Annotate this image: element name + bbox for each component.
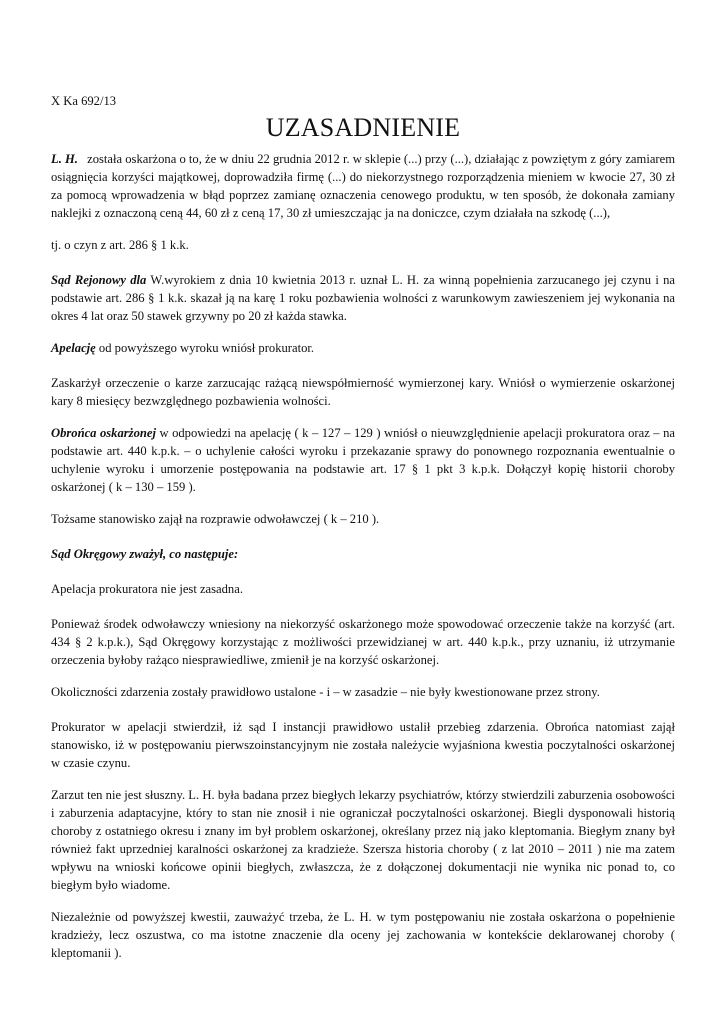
paragraph-text: została oskarżona o to, że w dniu 22 grudnia 2012 r. w sklepie (...) przy (...), działając z powziętym z góry zamiarem osiągnięcia korzyści majątkowej, doprowadziła firmę (...) do niekorzystnego rozporządzenia mieniem w kwocie 27, 30 zł za pomocą wprowadzenia w błąd poprzez zamianę oznaczenia cenowego produktu, w ten sposób, że dokonała zamiany naklejki z oznaczoną ceną 44, 60 zł z ceną 17, 30 zł umieszczając ja na doniczce, czym działała na szkodę (...), [51, 152, 675, 220]
paragraph-text: od powyższego wyroku wniósł prokurator. [98, 341, 315, 355]
paragraph-lead: Obrońca oskarżonej [51, 426, 156, 440]
paragraph-charge [51, 150, 675, 222]
paragraph-text: Okoliczności zdarzenia zostały prawidłowo ustalone - i – w zasadzie – nie były kwestionowane przez strony. [51, 685, 600, 699]
paragraph-lead: L. H. [51, 152, 78, 166]
paragraph-text: Prokurator w apelacji stwierdził, iż sąd I instancji prawidłowo ustalił przebieg zdarzenia. Obrońca natomiast zajął stanowisko, iż w postępowaniu pierwszoinstancyjnym nie została należycie wyjaśniona kwestia poczytalności oskarżonej w czasie czynu. [51, 720, 675, 770]
paragraph-defense [51, 424, 675, 496]
paragraph-sanity-assessment [51, 786, 675, 894]
document-title: UZASADNIENIE [265, 113, 461, 142]
paragraph-text: W.wyrokiem z dnia 10 kwietnia 2013 r. uznał L. H. za winną popełnienia zarzucanego jej czynu i na podstawie art. 286 § 1 k.k. skazał ją na karę 1 roku pozbawienia wolności z warunkowym zawieszeniem jej wykonania na okres 4 lat oraz 50 stawek grzywny po 20 zł każda stawka. [51, 273, 675, 323]
paragraph-hearing-position [51, 510, 675, 528]
paragraph-text: w odpowiedzi na apelację ( k – 127 – 129 ) wniósł o nieuwzględnienie apelacji prokuratora oraz – na podstawie art. 440 k.p.k. – o uchylenie całości wyroku i przekazanie sprawy do ponownego rozpoznania ewentualnie o uchylenie wyroku i umorzenie postępowania na podstawie art. 17 § 1 pkt 3 k.p.k. Dołączył kopię historii choroby oskarżonej ( k – 130 – 159 ). [51, 426, 675, 494]
paragraph-qualification [51, 236, 675, 254]
document-body [51, 150, 675, 976]
paragraph-lead: Sąd Okręgowy zważył, co następuje: [51, 547, 239, 561]
paragraph-text: Zarzut ten nie jest słuszny. L. H. była badana przez biegłych lekarzy psychiatrów, którzy stwierdzili zaburzenia osobowości i zaburzenia adaptacyjne, który to stan nie znosił i nie ograniczał poczytalności oskarżonej. Biegli dysponowali historią choroby z ostatniego okresu i znany im był problem oskarżonej, określany przez nią jako kleptomania. Biegłym znany był również fakt uprzedniej karalności oskarżonej za kradzieże. Szersza historia choroby ( z lat 2010 – 2011 ) nie ma zatem wpływu na wnioski końcowe opinii biegłych, zwłaszcza, że z dołączonej dokumentacji nie wynika nic ponad to, co biegłym było wiadome. [51, 788, 675, 892]
paragraph-district-court [51, 271, 675, 325]
paragraph-text: Apelacja prokuratora nie jest zasadna. [51, 582, 243, 596]
section-heading-considerations [51, 545, 675, 563]
paragraph-change-in-favor [51, 615, 675, 669]
paragraph-circumstances [51, 683, 675, 701]
paragraph-fraud-vs-theft [51, 908, 675, 962]
paragraph-prosecutor-position [51, 718, 675, 772]
paragraph-text: Zaskarżył orzeczenie o karze zarzucając rażącą niewspółmierność wymierzonej kary. Wniósł o wymierzenie oskarżonej kary 8 miesięcy bezwzględnego pozbawienia wolności. [51, 376, 675, 408]
case-number: X Ka 692/13 [51, 94, 117, 108]
paragraph-appeal [51, 339, 675, 357]
paragraph-text: Niezależnie od powyższej kwestii, zauważyć trzeba, że L. H. w tym postępowaniu nie została oskarżona o popełnienie kradzieży, lecz oszustwa, co ma istotne znaczenie dla oceny jej zachowania w kontekście deklarowanej choroby ( kleptomanii ). [51, 910, 675, 960]
paragraph-lead: Sąd Rejonowy dla [51, 273, 147, 287]
paragraph-appeal-unfounded [51, 580, 675, 598]
paragraph-text: Ponieważ środek odwoławczy wniesiony na niekorzyść oskarżonego może spowodować orzeczenie także na korzyść (art. 434 § 2 k.p.k.), Sąd Okręgowy korzystając z możliwości przewidzianej w art. 440 k.p.k., przy uznaniu, iż utrzymanie orzeczenia byłoby rażąco niesprawiedliwe, zmienił je na korzyść oskarżonej. [51, 617, 675, 667]
paragraph-text: Tożsame stanowisko zajął na rozprawie odwoławczej ( k – 210 ). [51, 512, 380, 526]
paragraph-appeal-claim [51, 374, 675, 410]
paragraph-text: tj. o czyn z art. 286 § 1 k.k. [51, 238, 189, 252]
paragraph-lead: Apelację [51, 341, 96, 355]
